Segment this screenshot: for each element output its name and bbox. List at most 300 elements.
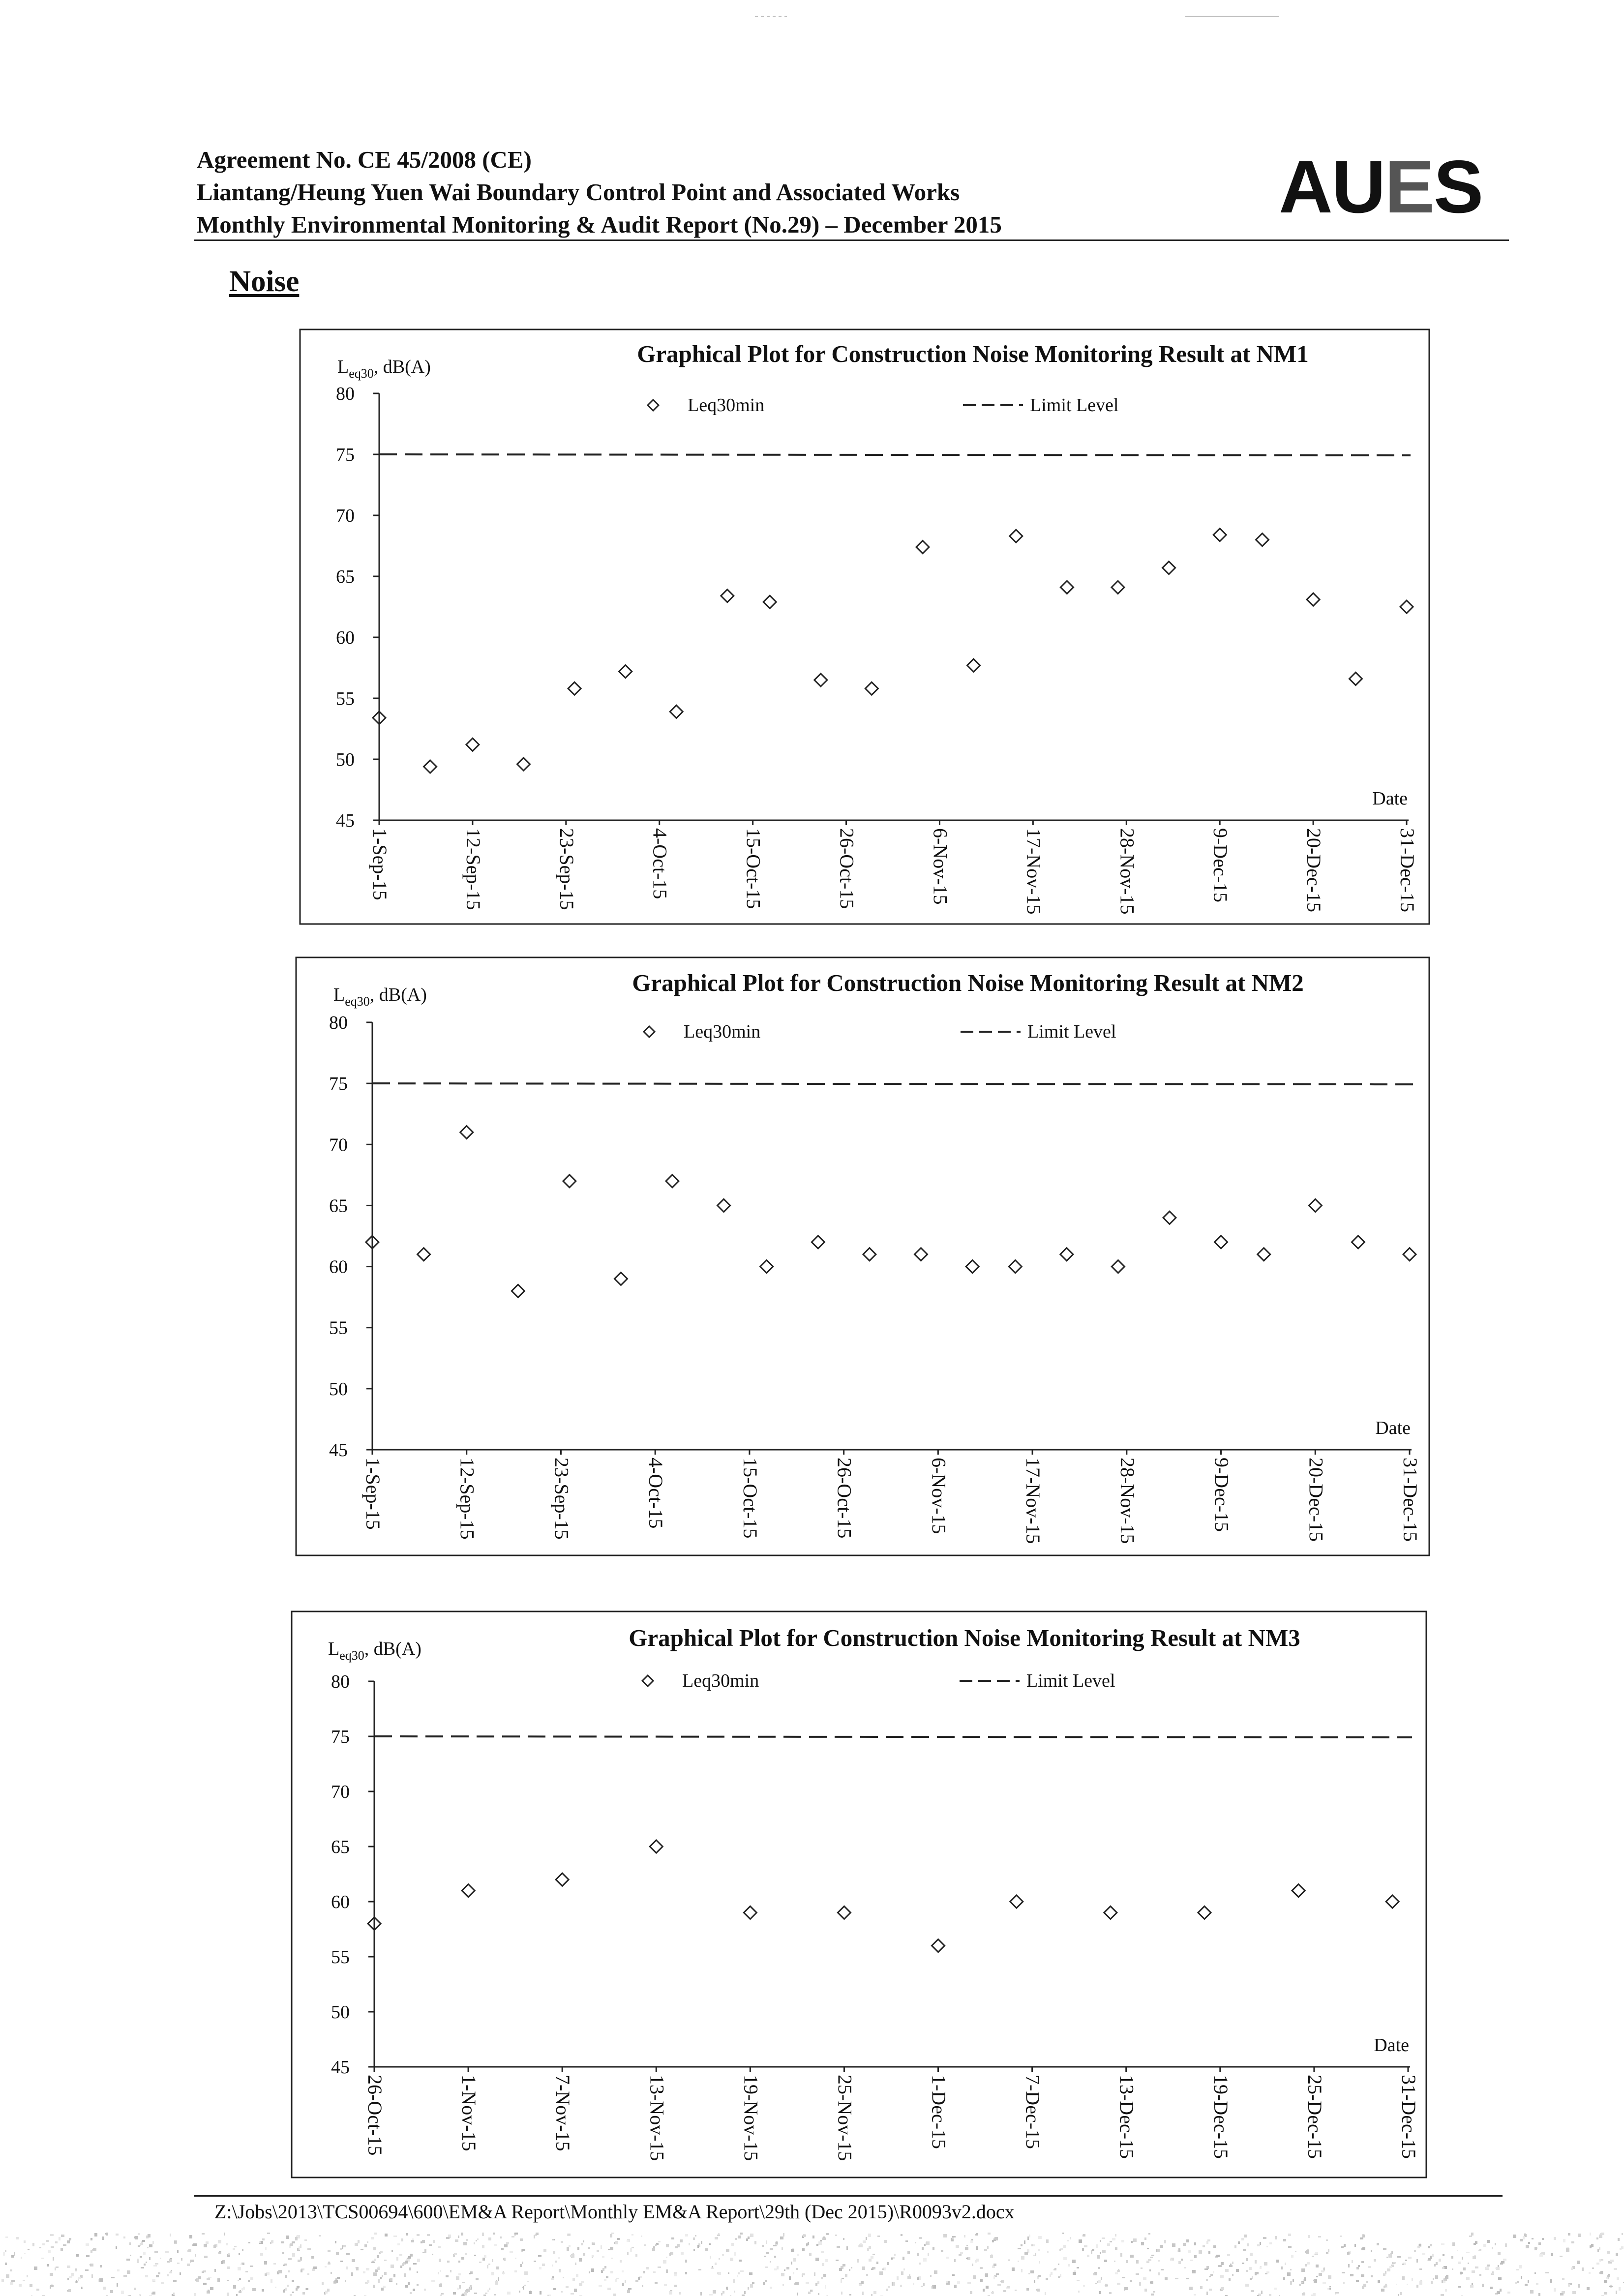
- noise-speck: [1441, 2294, 1444, 2296]
- noise-speck: [382, 2275, 383, 2277]
- noise-speck: [259, 2241, 261, 2243]
- noise-speck: [241, 2288, 243, 2291]
- x-tick-label: 23-Sep-15: [555, 828, 578, 910]
- noise-speck: [1181, 2259, 1183, 2261]
- noise-speck: [717, 2272, 719, 2274]
- noise-speck: [373, 2285, 375, 2288]
- noise-speck: [782, 2284, 784, 2286]
- noise-speck: [307, 2248, 311, 2250]
- noise-speck: [905, 2240, 908, 2242]
- noise-speck: [28, 2249, 30, 2250]
- chart-title: Graphical Plot for Construction Noise Monitoring Result at NM1: [637, 340, 1309, 367]
- noise-speck: [876, 2262, 878, 2264]
- noise-speck: [265, 2273, 267, 2276]
- noise-speck: [1390, 2253, 1391, 2256]
- noise-speck: [1283, 2277, 1285, 2280]
- noise-speck: [327, 2289, 330, 2292]
- noise-speck: [1610, 2260, 1614, 2262]
- noise-speck: [292, 2241, 295, 2243]
- noise-speck: [167, 2274, 169, 2276]
- noise-speck: [822, 2263, 824, 2266]
- noise-speck: [1560, 2293, 1564, 2296]
- noise-speck: [932, 2285, 933, 2287]
- noise-speck: [534, 2261, 536, 2262]
- noise-speck: [726, 2287, 728, 2290]
- noise-speck: [1462, 2257, 1463, 2260]
- noise-speck: [1381, 2289, 1384, 2292]
- noise-speck: [364, 2244, 367, 2247]
- noise-speck: [250, 2266, 253, 2267]
- x-tick-label: 17-Nov-15: [1022, 1458, 1045, 1544]
- data-point: [932, 1939, 945, 1952]
- noise-speck: [901, 2271, 903, 2275]
- noise-speck: [262, 2238, 265, 2240]
- noise-speck: [1526, 2245, 1529, 2248]
- noise-speck: [1416, 2259, 1418, 2263]
- data-point: [1010, 530, 1023, 542]
- noise-speck: [941, 2250, 943, 2252]
- noise-speck: [1199, 2250, 1202, 2254]
- noise-speck: [715, 2237, 718, 2239]
- noise-speck: [424, 2249, 426, 2253]
- noise-speck: [170, 2271, 172, 2273]
- noise-speck: [1590, 2245, 1592, 2248]
- noise-speck: [1387, 2268, 1390, 2271]
- noise-speck: [424, 2289, 426, 2291]
- noise-speck: [252, 2288, 256, 2291]
- noise-speck: [1542, 2238, 1544, 2240]
- noise-speck: [991, 2254, 992, 2255]
- noise-speck: [620, 2260, 622, 2263]
- noise-speck: [1607, 2251, 1610, 2254]
- noise-speck: [456, 2276, 459, 2280]
- noise-speck: [843, 2238, 844, 2240]
- noise-speck: [1046, 2239, 1049, 2243]
- noise-speck: [894, 2254, 896, 2256]
- noise-speck: [234, 2246, 237, 2247]
- noise-speck: [1378, 2280, 1380, 2283]
- noise-speck: [674, 2272, 677, 2274]
- noise-speck: [970, 2291, 972, 2294]
- noise-speck: [248, 2242, 250, 2243]
- noise-speck: [295, 2237, 298, 2240]
- noise-speck: [242, 2249, 243, 2251]
- noise-speck: [1350, 2274, 1353, 2276]
- y-tick-label: 75: [336, 445, 355, 465]
- noise-speck: [1008, 2259, 1010, 2261]
- noise-speck: [1599, 2247, 1600, 2250]
- noise-speck: [520, 2264, 522, 2267]
- noise-speck: [1396, 2284, 1397, 2285]
- noise-speck: [563, 2277, 564, 2278]
- noise-speck: [1520, 2239, 1523, 2241]
- y-axis-label: $L_{eq30}$, dB(A): [333, 984, 427, 1009]
- legend-diamond-marker: [644, 1026, 655, 1037]
- noise-speck: [901, 2234, 902, 2236]
- noise-speck: [1050, 2274, 1051, 2277]
- noise-speck: [1327, 2288, 1329, 2290]
- noise-speck: [82, 2287, 83, 2289]
- noise-speck: [913, 2283, 914, 2285]
- noise-speck: [1150, 2282, 1151, 2283]
- noise-speck: [1117, 2283, 1120, 2285]
- legend-leq30min-label: Leq30min: [682, 1670, 759, 1691]
- noise-speck: [1039, 2261, 1040, 2264]
- noise-speck: [1091, 2250, 1092, 2254]
- noise-speck: [1487, 2240, 1490, 2243]
- noise-speck: [543, 2249, 546, 2252]
- noise-speck: [1363, 2284, 1366, 2287]
- noise-speck: [965, 2247, 968, 2250]
- noise-speck: [1566, 2248, 1569, 2252]
- noise-speck: [860, 2243, 862, 2245]
- data-point: [812, 1236, 824, 1249]
- data-point: [1307, 593, 1320, 606]
- noise-speck: [1230, 2264, 1232, 2266]
- noise-speck: [795, 2282, 799, 2285]
- noise-speck: [826, 2233, 829, 2235]
- noise-speck: [431, 2280, 435, 2282]
- noise-speck: [1306, 2250, 1309, 2254]
- noise-speck: [413, 2263, 417, 2265]
- noise-speck: [1225, 2269, 1229, 2272]
- noise-speck: [1158, 2272, 1160, 2275]
- noise-speck: [711, 2267, 714, 2269]
- noise-speck: [715, 2263, 717, 2265]
- noise-speck: [488, 2264, 490, 2265]
- noise-speck: [228, 2253, 230, 2255]
- noise-speck: [581, 2281, 584, 2283]
- noise-speck: [1003, 2290, 1006, 2292]
- noise-speck: [177, 2250, 179, 2253]
- noise-speck: [154, 2251, 158, 2253]
- noise-speck: [1620, 2248, 1622, 2250]
- noise-speck: [952, 2236, 956, 2237]
- noise-speck: [923, 2258, 927, 2262]
- noise-speck: [288, 2270, 290, 2272]
- noise-speck: [1232, 2274, 1233, 2276]
- noise-speck: [1482, 2284, 1484, 2287]
- noise-speck: [1074, 2270, 1076, 2272]
- data-point: [1386, 1895, 1399, 1908]
- x-tick-label: 15-Oct-15: [739, 1458, 761, 1539]
- noise-speck: [1492, 2247, 1493, 2249]
- noise-speck: [1622, 2233, 1623, 2235]
- noise-speck: [69, 2238, 71, 2240]
- y-axis-label-subscript: eq30: [349, 366, 374, 381]
- noise-speck: [808, 2242, 809, 2245]
- noise-speck: [1059, 2249, 1061, 2251]
- noise-speck: [1528, 2242, 1530, 2244]
- noise-speck: [203, 2283, 207, 2285]
- noise-speck: [630, 2248, 632, 2252]
- noise-speck: [117, 2283, 118, 2287]
- noise-speck: [1433, 2278, 1434, 2280]
- noise-speck: [342, 2245, 343, 2249]
- noise-speck: [1607, 2275, 1610, 2277]
- noise-speck: [450, 2270, 451, 2272]
- noise-speck: [1597, 2249, 1599, 2252]
- noise-speck: [301, 2269, 302, 2272]
- noise-speck: [250, 2277, 253, 2280]
- noise-speck: [792, 2248, 794, 2249]
- noise-speck: [602, 2256, 604, 2258]
- noise-speck: [1218, 2265, 1222, 2267]
- noise-speck: [839, 2268, 842, 2271]
- y-tick-label: 55: [331, 1947, 350, 1968]
- noise-speck: [1073, 2272, 1076, 2275]
- noise-speck: [748, 2287, 749, 2290]
- noise-speck: [796, 2268, 798, 2270]
- chart-title: Graphical Plot for Construction Noise Monitoring Result at NM2: [632, 969, 1304, 996]
- noise-speck: [408, 2256, 411, 2259]
- noise-speck: [1133, 2238, 1137, 2242]
- noise-speck: [728, 2272, 729, 2274]
- noise-speck: [719, 2258, 720, 2260]
- noise-speck: [642, 2285, 643, 2287]
- noise-speck: [1232, 2262, 1233, 2264]
- noise-speck: [588, 2247, 590, 2249]
- noise-speck: [221, 2261, 223, 2264]
- noise-speck: [51, 2246, 54, 2248]
- legend-limit-level-label: Limit Level: [1030, 395, 1119, 416]
- noise-speck: [722, 2291, 724, 2294]
- noise-speck: [776, 2241, 778, 2244]
- noise-speck: [458, 2236, 459, 2238]
- noise-speck: [984, 2249, 987, 2251]
- noise-speck: [816, 2244, 818, 2246]
- y-tick-label: 80: [336, 384, 355, 404]
- noise-speck: [539, 2267, 541, 2269]
- footer-rule: [194, 2195, 1503, 2197]
- noise-speck: [986, 2286, 989, 2289]
- noise-speck: [861, 2281, 864, 2284]
- x-tick-label: 26-Oct-15: [833, 1458, 856, 1539]
- noise-speck: [1466, 2277, 1470, 2280]
- noise-speck: [439, 2259, 441, 2262]
- data-point: [915, 1248, 928, 1261]
- noise-speck: [797, 2254, 799, 2256]
- noise-speck: [1407, 2284, 1408, 2285]
- x-tick-label: 7-Nov-15: [552, 2075, 574, 2151]
- noise-speck: [570, 2255, 572, 2257]
- noise-speck: [1347, 2252, 1350, 2255]
- noise-speck: [606, 2276, 608, 2278]
- noise-speck: [264, 2261, 267, 2265]
- noise-speck: [298, 2260, 301, 2262]
- noise-speck: [872, 2254, 875, 2255]
- noise-speck: [849, 2269, 850, 2271]
- noise-speck: [1266, 2246, 1268, 2247]
- noise-speck: [972, 2264, 973, 2266]
- noise-speck: [458, 2273, 461, 2275]
- noise-speck: [271, 2240, 273, 2243]
- noise-speck: [643, 2271, 645, 2273]
- noise-speck: [867, 2248, 869, 2251]
- noise-speck: [746, 2238, 748, 2241]
- noise-speck: [1328, 2275, 1331, 2279]
- y-tick-label: 70: [331, 1782, 350, 1802]
- noise-speck: [1250, 2278, 1252, 2280]
- x-tick-label: 31-Dec-15: [1396, 828, 1418, 913]
- noise-speck: [1430, 2244, 1432, 2246]
- limit-level-line: [372, 1083, 1413, 1084]
- noise-speck: [1523, 2236, 1525, 2239]
- noise-speck: [1244, 2235, 1247, 2237]
- noise-speck: [1026, 2288, 1029, 2291]
- noise-speck: [551, 2278, 554, 2280]
- noise-speck: [689, 2243, 690, 2245]
- noise-speck: [42, 2243, 45, 2245]
- data-point: [967, 659, 980, 672]
- noise-speck: [1290, 2269, 1292, 2270]
- data-point: [1352, 1236, 1364, 1249]
- data-point: [1403, 1248, 1416, 1261]
- noise-speck: [245, 2271, 248, 2272]
- noise-speck: [399, 2254, 402, 2256]
- noise-speck: [627, 2252, 629, 2255]
- noise-speck: [1340, 2236, 1342, 2237]
- noise-speck: [1136, 2260, 1139, 2264]
- noise-speck: [487, 2265, 488, 2268]
- data-point: [1010, 1895, 1023, 1908]
- noise-speck: [1110, 2241, 1112, 2242]
- noise-speck: [1383, 2273, 1385, 2276]
- y-axis-label-unit: , dB(A): [373, 357, 431, 377]
- noise-speck: [210, 2287, 213, 2290]
- data-point: [424, 760, 437, 773]
- noise-speck: [993, 2264, 996, 2266]
- noise-speck: [198, 2276, 201, 2279]
- noise-speck: [1534, 2247, 1537, 2250]
- noise-speck: [932, 2247, 934, 2250]
- noise-speck: [463, 2242, 467, 2245]
- noise-speck: [1092, 2249, 1094, 2251]
- noise-speck: [763, 2282, 765, 2285]
- noise-speck: [411, 2240, 414, 2242]
- noise-speck: [571, 2293, 574, 2295]
- noise-speck: [754, 2241, 756, 2244]
- noise-speck: [374, 2233, 377, 2235]
- data-point: [511, 1284, 524, 1297]
- data-point: [1104, 1906, 1117, 1919]
- noise-speck: [345, 2280, 346, 2282]
- y-tick-label: 45: [329, 1440, 348, 1461]
- noise-speck: [130, 2255, 131, 2256]
- noise-speck: [976, 2246, 978, 2250]
- noise-speck: [731, 2243, 734, 2246]
- noise-speck: [1434, 2264, 1436, 2266]
- noise-speck: [498, 2277, 499, 2281]
- data-point: [563, 1175, 576, 1188]
- noise-speck: [922, 2247, 924, 2250]
- noise-speck: [1498, 2277, 1502, 2280]
- noise-speck: [285, 2275, 287, 2278]
- noise-speck: [218, 2252, 221, 2254]
- noise-speck: [126, 2259, 130, 2261]
- noise-speck: [1328, 2249, 1329, 2252]
- noise-speck: [851, 2267, 852, 2268]
- noise-speck: [583, 2253, 585, 2256]
- noise-speck: [292, 2280, 294, 2282]
- noise-speck: [202, 2233, 205, 2235]
- noise-speck: [1246, 2270, 1248, 2272]
- noise-speck: [401, 2238, 403, 2241]
- noise-speck: [1038, 2275, 1041, 2277]
- noise-speck: [884, 2240, 887, 2243]
- noise-speck: [496, 2280, 497, 2281]
- noise-speck: [527, 2281, 529, 2282]
- noise-speck: [59, 2237, 60, 2240]
- noise-speck: [1400, 2292, 1402, 2295]
- noise-speck: [960, 2252, 963, 2254]
- noise-speck: [1604, 2280, 1607, 2283]
- noise-speck: [68, 2289, 71, 2292]
- noise-speck: [187, 2264, 190, 2266]
- noise-speck: [1021, 2269, 1023, 2272]
- noise-speck: [1207, 2239, 1210, 2241]
- noise-speck: [1096, 2244, 1098, 2248]
- noise-speck: [770, 2248, 773, 2250]
- noise-speck: [1102, 2250, 1106, 2253]
- x-tick-label: 13-Nov-15: [646, 2075, 668, 2161]
- x-tick-label: 19-Dec-15: [1209, 2075, 1232, 2159]
- noise-speck: [461, 2257, 464, 2260]
- noise-speck: [292, 2253, 295, 2257]
- data-point: [460, 1126, 473, 1138]
- noise-speck: [239, 2291, 241, 2293]
- noise-speck: [1578, 2284, 1580, 2288]
- noise-speck: [791, 2262, 792, 2265]
- noise-speck: [862, 2266, 865, 2270]
- noise-speck: [1184, 2267, 1186, 2268]
- noise-speck: [1250, 2253, 1253, 2256]
- noise-speck: [1478, 2250, 1481, 2251]
- noise-speck: [385, 2234, 388, 2236]
- noise-speck: [391, 2250, 393, 2252]
- noise-speck: [1293, 2279, 1294, 2282]
- noise-speck: [674, 2285, 677, 2287]
- noise-speck: [1356, 2267, 1359, 2269]
- noise-speck: [710, 2256, 711, 2259]
- noise-speck: [504, 2258, 506, 2261]
- noise-speck: [319, 2235, 321, 2236]
- noise-speck: [713, 2290, 716, 2294]
- noise-speck: [173, 2293, 175, 2295]
- noise-speck: [1616, 2291, 1617, 2294]
- noise-speck: [655, 2244, 657, 2246]
- noise-speck: [552, 2239, 554, 2240]
- noise-speck: [396, 2257, 398, 2261]
- noise-speck: [271, 2279, 272, 2283]
- noise-speck: [930, 2275, 932, 2277]
- noise-speck: [1243, 2249, 1246, 2251]
- noise-speck: [484, 2255, 486, 2258]
- noise-speck: [149, 2244, 152, 2247]
- noise-speck: [1149, 2269, 1151, 2271]
- y-tick-label: 55: [329, 1317, 348, 1339]
- y-tick-label: 75: [331, 1727, 350, 1747]
- noise-speck: [1194, 2242, 1196, 2245]
- noise-speck: [638, 2277, 640, 2280]
- noise-speck: [735, 2238, 737, 2240]
- noise-speck: [1528, 2280, 1529, 2283]
- noise-speck: [1100, 2240, 1101, 2242]
- noise-speck: [165, 2251, 169, 2253]
- noise-speck: [956, 2245, 959, 2248]
- noise-speck: [722, 2254, 724, 2256]
- noise-speck: [681, 2252, 684, 2255]
